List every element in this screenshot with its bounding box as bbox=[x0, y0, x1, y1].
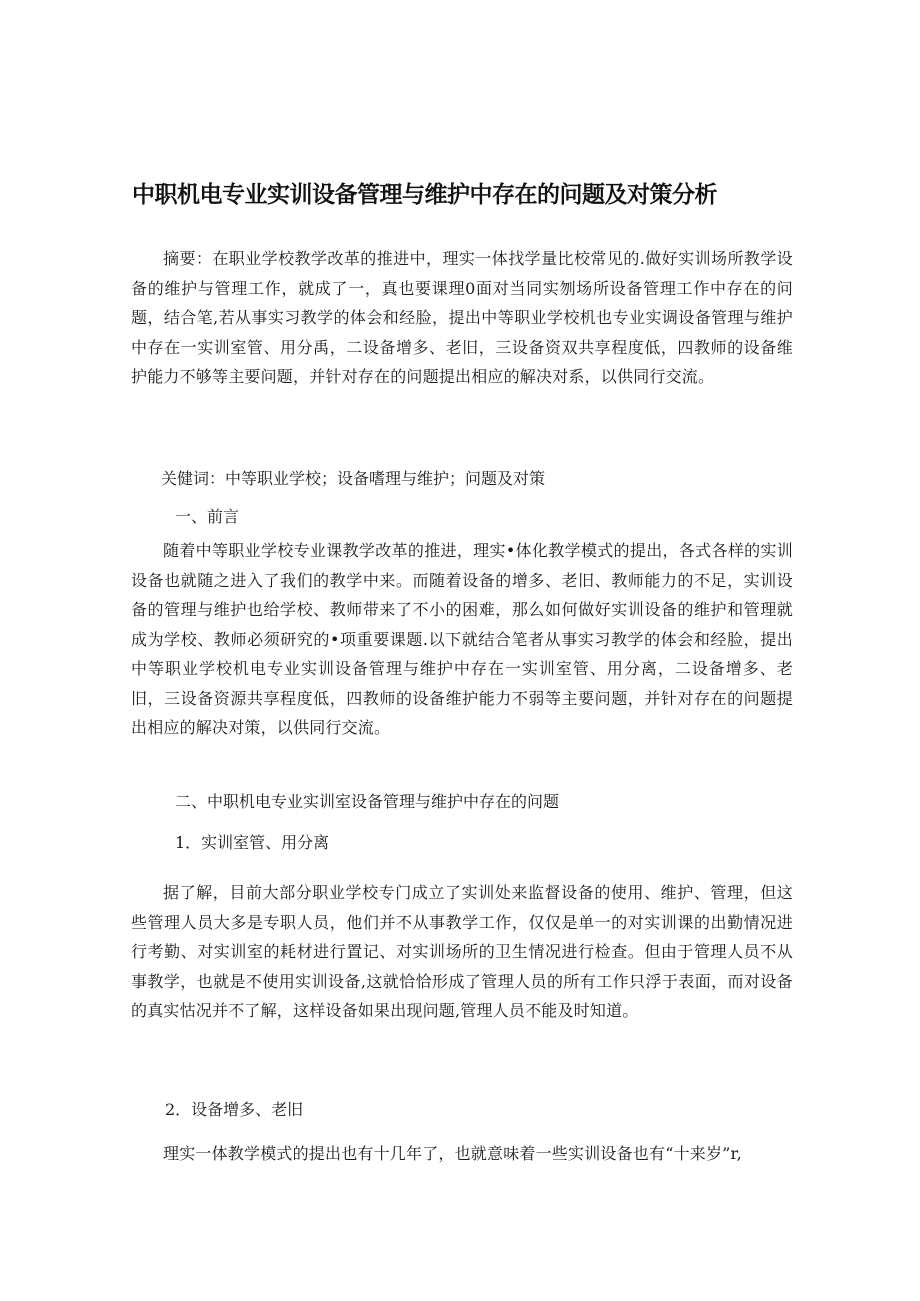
abstract-paragraph: 摘要：在职业学校教学改革的推进中，理实一体找学量比校常见的.做好实训场所教学设备的维护与管理工作，就成了一，真也要课理0面对当同实刎场所设备管理工作中存在的问题，结合笔,若从事实习教学的体会和经脸，提出中等职业学校机也专业实调设备管理与维护中存在一实训室管、用分禹，二设备增多、老旧，三设备资双共享程度低，四教师的设备维护能力不够等主要问题，并针对存在的问题提出相应的解决对系，以供同行交流。 bbox=[131, 249, 793, 386]
subsection-2-paragraph: 理实一体教学模式的提出也有十几年了，也就意味着一些实训设备也有“十来岁”r, bbox=[163, 1144, 742, 1163]
subsection-heading-2: 2．设备增多、老旧 bbox=[165, 1100, 304, 1119]
intro-paragraph: 随着中等职业学校专业课教学改革的推进，理实•体化教学模式的提出，各式各样的实训设备也就随之进入了我们的教学中来。而随着设备的增多、老旧、教师能力的不足，实训设备的管理与维护也给学校、教师带来了不小的困难，那么如何做好实训设备的维护和管理就成为学校、教师必须研究的•项重要课题.以下就结合笔者从事实习教学的体会和经脸，提出中等职业学校机电专业实训设备管理与维护中存在一实训室管、用分离，二设备增多、老旧，三设备资源共享程度低，四教师的设备维护能力不弱等主要问题，并针对存在的问题提出相应的解决对策，以供同行交流。 bbox=[131, 541, 793, 737]
subsection-1-paragraph: 据了解，目前大部分职业学校专门成立了实训处来监督设备的使用、维护、管理，但这些管理人员大多是专职人员，他们并不从事教学工作，仅仅是单一的对实训课的出勤情况进行考勤、对实训室的耗材进行置记、对实训场所的卫生情况进行检查。但由于管理人员不从事教学，也就是不使用实训设备,这就恰恰形成了管理人员的所有工作只浮于表面，而对设备的真实怙况并不了解，这样设备如果出现问题,管理人员不能及时知道。 bbox=[131, 883, 793, 1020]
document-title: 中职机电专业实训设备管理与维护中存在的问题及对策分析 bbox=[132, 182, 717, 208]
section-heading-problems: 二、中职机电专业实训室设备管理与维护中存在的问题 bbox=[175, 792, 560, 811]
subsection-heading-1: 1．实训室管、用分离 bbox=[175, 833, 330, 852]
section-heading-intro: 一、前言 bbox=[175, 507, 240, 526]
keywords-line: 关健词：中等职业学校；设备嗜理与维护；问题及对策 bbox=[161, 469, 546, 488]
